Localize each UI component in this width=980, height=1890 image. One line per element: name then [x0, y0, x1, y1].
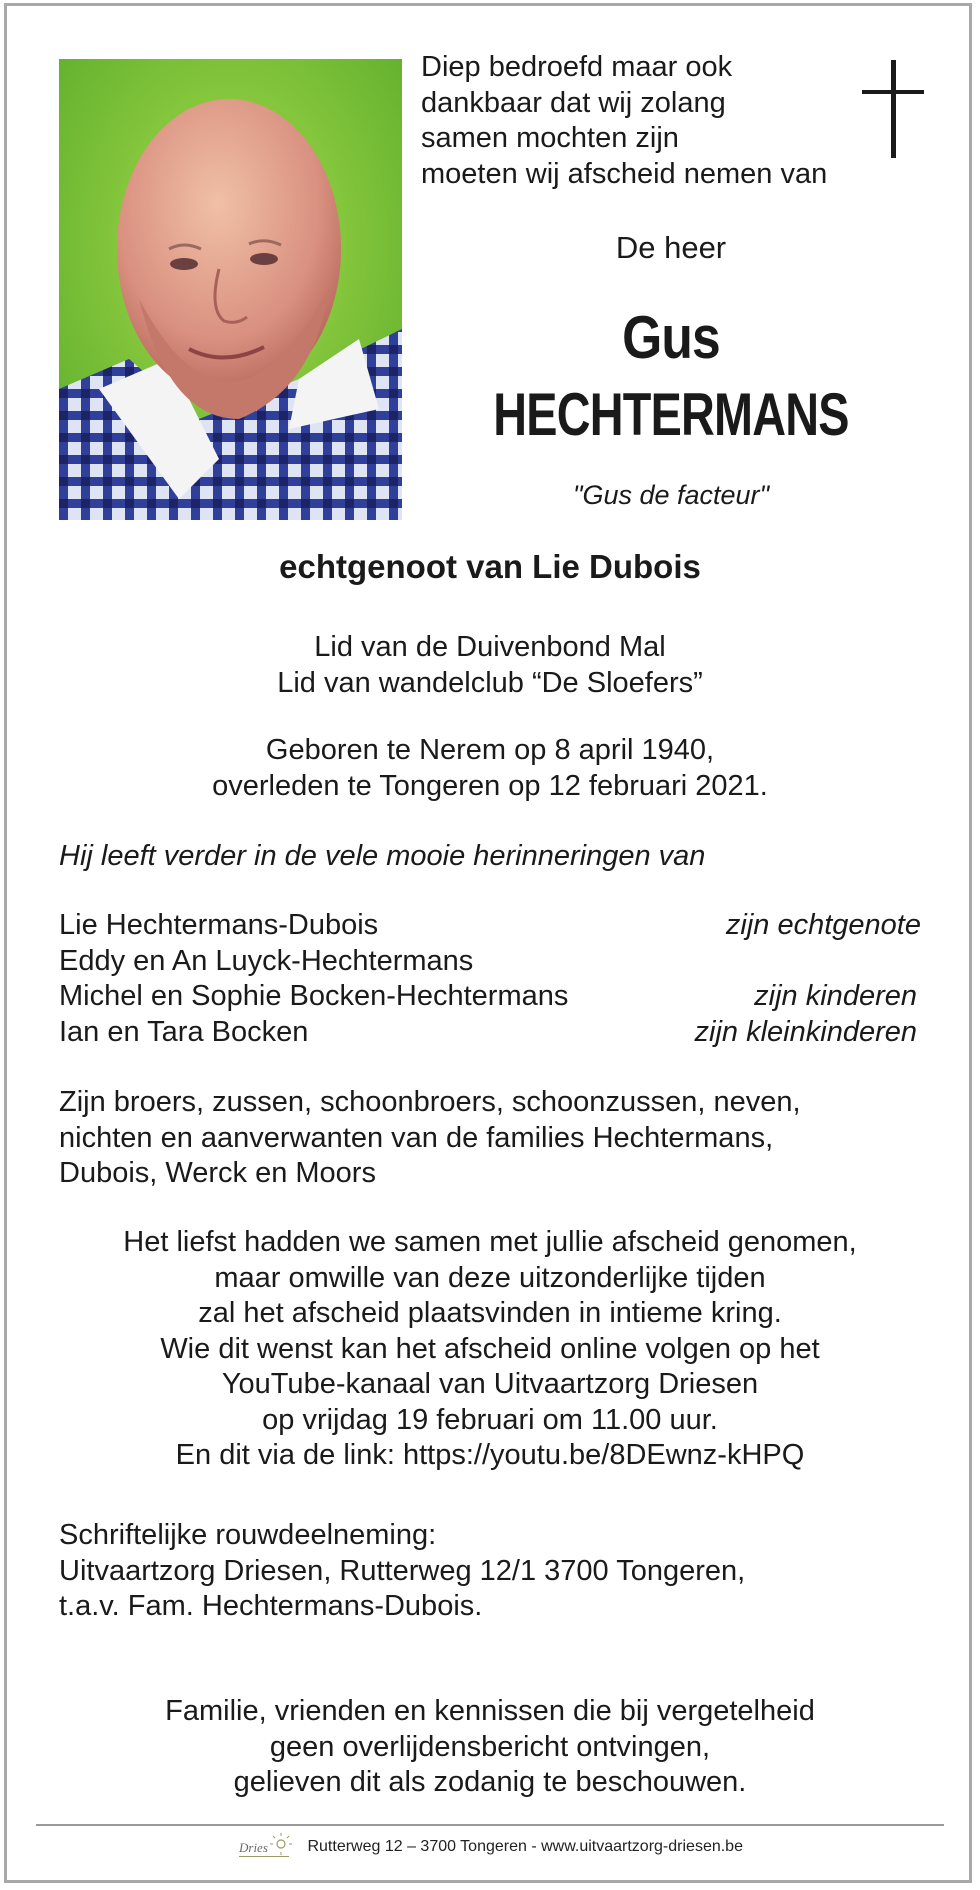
closing-line: gelieven dit als zodanig te beschouwen.	[233, 1766, 747, 1798]
deceased-last-name: HECHTERMANS	[493, 381, 849, 448]
footer	[0, 1832, 980, 1868]
portrait-photo	[59, 59, 402, 520]
family-row	[59, 908, 921, 944]
birth-line: Geboren te Nerem op 8 april 1940,	[265, 734, 715, 766]
family-relation: zijn kinderen	[754, 980, 917, 1012]
condolences-line: Uitvaartzorg Driesen, Rutterweg 12/1 3700 Tongeren,	[59, 1554, 746, 1587]
relatives-block	[59, 1085, 801, 1192]
ceremony-line: maar omwille van deze uitzonderlijke tijden	[214, 1261, 766, 1294]
survived-by-intro: Hij leeft verder in de vele mooie herinneringen van	[59, 840, 706, 872]
intro-line: samen mochten zijn	[421, 122, 679, 154]
ceremony-line: zal het afscheid plaatsvinden in intieme kring.	[198, 1297, 782, 1329]
intro-text	[421, 50, 827, 192]
closing-block	[0, 1694, 980, 1801]
membership-line: Lid van wandelclub “De Sloefers”	[277, 666, 703, 699]
family-names: Ian en Tara Bocken	[59, 1015, 309, 1048]
ceremony-link-line: En dit via de link: https://youtu.be/8DEwnz-kHPQ	[175, 1439, 805, 1471]
membership-line: Lid van de Duivenbond Mal	[314, 631, 666, 663]
family-relation: zijn kleinkinderen	[694, 1015, 917, 1048]
family-relation: zijn echtgenote	[725, 909, 921, 941]
funeral-home-logo	[237, 1832, 293, 1862]
intro-line: dankbaar dat wij zolang	[421, 86, 726, 119]
spouse-line: echtgenoot van Lie Dubois	[279, 548, 701, 585]
svg-text:Dries: Dries	[239, 1840, 268, 1855]
family-names: Michel en Sophie Bocken-Hechtermans	[59, 980, 569, 1012]
footer-divider	[36, 1824, 944, 1826]
family-row	[59, 979, 921, 1015]
condolences-line: Schriftelijke rouwdeelneming:	[59, 1519, 437, 1551]
closing-line: Familie, vrienden en kennissen die bij vergetelheid	[165, 1695, 815, 1727]
intro-line: moeten wij afscheid nemen van	[421, 157, 828, 190]
deceased-nickname: "Gus de facteur"	[572, 480, 770, 510]
closing-line: geen overlijdensbericht ontvingen,	[269, 1730, 711, 1763]
family-list	[59, 908, 921, 1050]
family-row	[59, 1015, 921, 1051]
intro-line: Diep bedroefd maar ook	[421, 51, 733, 83]
ceremony-block	[0, 1225, 980, 1474]
membership-block	[0, 630, 980, 701]
condolences-block	[59, 1518, 745, 1625]
honorific: De heer	[615, 230, 727, 265]
family-names: Eddy en An Luyck-Hechtermans	[59, 944, 474, 977]
ceremony-line: op vrijdag 19 februari om 11.00 uur.	[262, 1403, 718, 1436]
ceremony-line: Het liefst hadden we samen met jullie afscheid genomen,	[123, 1226, 857, 1258]
footer-address: Rutterweg 12 – 3700 Tongeren - www.uitvaartzorg-driesen.be	[307, 1838, 743, 1855]
relatives-line: nichten en aanverwanten van de families Hechtermans,	[59, 1121, 774, 1154]
condolences-line: t.a.v. Fam. Hechtermans-Dubois.	[59, 1590, 483, 1622]
ceremony-line: YouTube-kanaal van Uitvaartzorg Driesen	[221, 1368, 759, 1400]
ceremony-line: Wie dit wenst kan het afscheid online volgen op het	[160, 1332, 820, 1365]
family-names: Lie Hechtermans-Dubois	[59, 909, 379, 941]
dates-block	[0, 733, 980, 804]
death-line: overleden te Tongeren op 12 februari 2021.	[212, 769, 768, 802]
deceased-first-name: Gus	[622, 304, 720, 371]
relatives-line: Zijn broers, zussen, schoonbroers, schoonzussen, neven,	[59, 1086, 801, 1118]
cross-icon	[862, 60, 924, 160]
family-row	[59, 944, 921, 980]
relatives-line: Dubois, Werck en Moors	[59, 1157, 376, 1189]
